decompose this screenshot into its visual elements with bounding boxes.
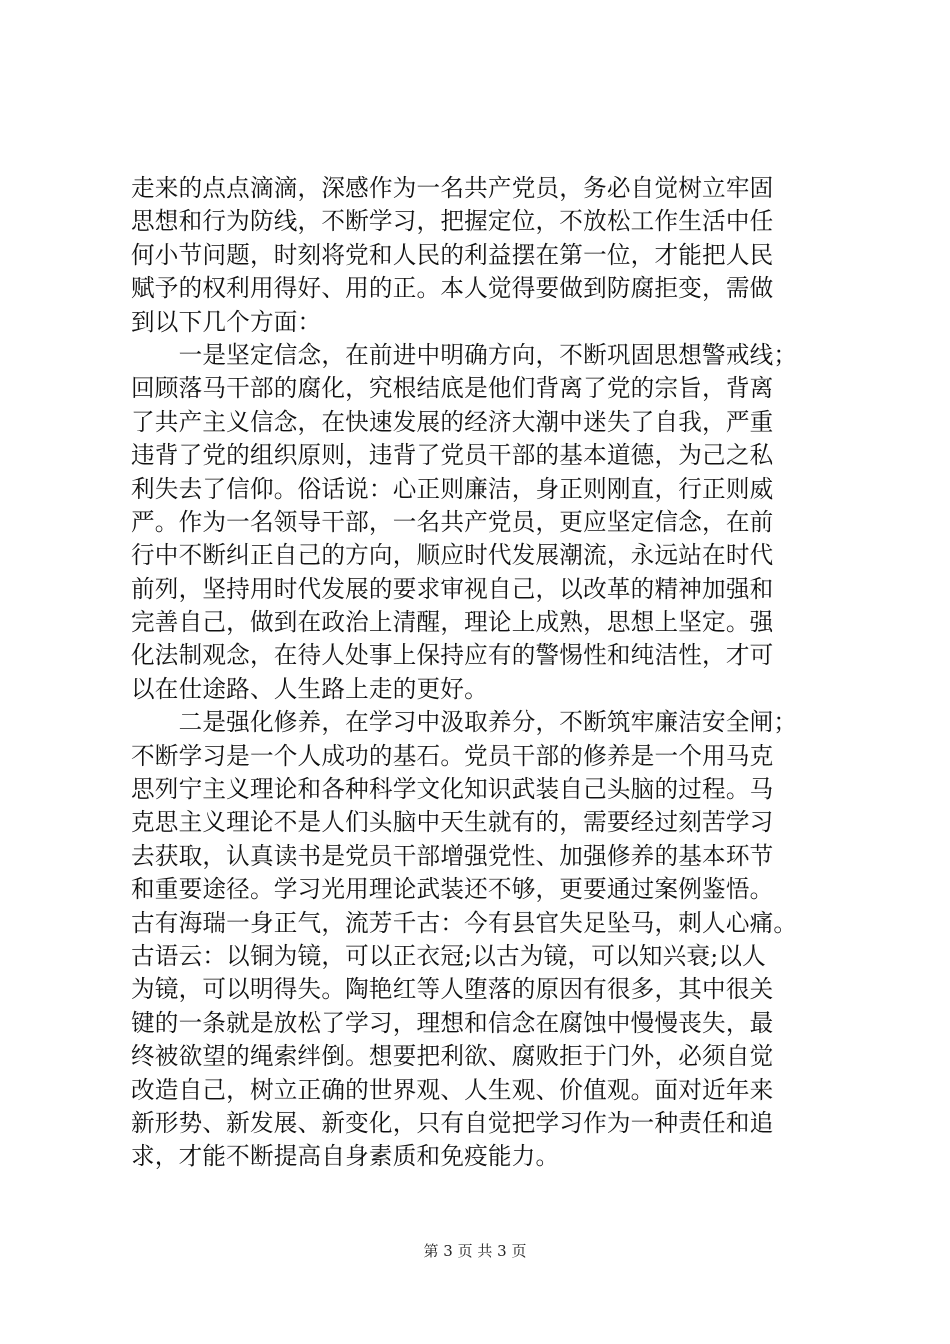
text-line: 赋予的权利用得好、用的正。本人觉得要做到防腐拒变，需做 xyxy=(131,274,774,303)
text-line: 新形势、新发展、新变化，只有自觉把学习作为一种责任和追 xyxy=(131,1108,774,1137)
text-line: 改造自己，树立正确的世界观、人生观、价值观。面对近年来 xyxy=(131,1075,774,1104)
text-line: 利失去了信仰。俗话说：心正则廉洁，身正则刚直，行正则威 xyxy=(131,474,774,503)
text-line: 化法制观念，在待人处事上保持应有的警惕性和纯洁性，才可 xyxy=(131,641,774,670)
text-line: 违背了党的组织原则，违背了党员干部的基本道德，为己之私 xyxy=(131,441,774,470)
text-line: 到以下几个方面： xyxy=(131,307,322,336)
text-line: 克思主义理论不是人们头脑中天生就有的，需要经过刻苦学习 xyxy=(131,808,774,837)
text-line: 走来的点点滴滴，深感作为一名共产党员，务必自觉树立牢固 xyxy=(131,174,774,202)
text-line: 思列宁主义理论和各种科学文化知识武装自己头脑的过程。马 xyxy=(131,775,774,804)
text-line: 严。作为一名领导干部，一名共产党员，更应坚定信念，在前 xyxy=(131,507,774,536)
text-line: 二是强化修养，在学习中汲取养分，不断筑牢廉洁安全闸； xyxy=(131,708,798,737)
text-line: 求，才能不断提高自身素质和免疫能力。 xyxy=(131,1142,560,1171)
text-line: 以在仕途路、人生路上走的更好。 xyxy=(131,674,488,703)
document-body xyxy=(131,172,836,1174)
text-line: 行中不断纠正自己的方向，顺应时代发展潮流，永远站在时代 xyxy=(131,541,774,570)
text-line: 去获取，认真读书是党员干部增强党性、加强修养的基本环节 xyxy=(131,841,774,870)
text-line: 何小节问题，时刻将党和人民的利益摆在第一位，才能把人民 xyxy=(131,240,774,269)
text-line: 键的一条就是放松了学习，理想和信念在腐蚀中慢慢丧失，最 xyxy=(131,1008,774,1037)
text-line: 古有海瑞一身正气，流芳千古：今有县官失足坠马，刺人心痛。 xyxy=(131,908,798,937)
text-line: 了共产主义信念，在快速发展的经济大潮中迷失了自我，严重 xyxy=(131,407,774,436)
text-line: 回顾落马干部的腐化，究根结底是他们背离了党的宗旨，背离 xyxy=(131,374,774,403)
text-line: 不断学习是一个人成功的基石。党员干部的修养是一个用马克 xyxy=(131,741,774,770)
text-line: 前列，坚持用时代发展的要求审视自己，以改革的精神加强和 xyxy=(131,574,774,603)
text-line: 和重要途径。学习光用理论武装还不够，更要通过案例鉴悟。 xyxy=(131,875,774,904)
text-line: 思想和行为防线，不断学习，把握定位，不放松工作生活中任 xyxy=(131,207,774,236)
text-line: 终被欲望的绳索绊倒。想要把利欲、腐败拒于门外，必须自觉 xyxy=(131,1042,774,1071)
text-line: 为镜，可以明得失。陶艳红等人堕落的原因有很多，其中很关 xyxy=(131,975,774,1004)
page-number-footer: 第 3 页 共 3 页 xyxy=(423,1242,527,1260)
text-line: 古语云：以铜为镜，可以正衣冠;以古为镜，可以知兴衰;以人 xyxy=(131,941,766,970)
text-line: 一是坚定信念，在前进中明确方向，不断巩固思想警戒线； xyxy=(131,340,798,369)
text-line: 完善自己，做到在政治上清醒，理论上成熟，思想上坚定。强 xyxy=(131,608,774,637)
